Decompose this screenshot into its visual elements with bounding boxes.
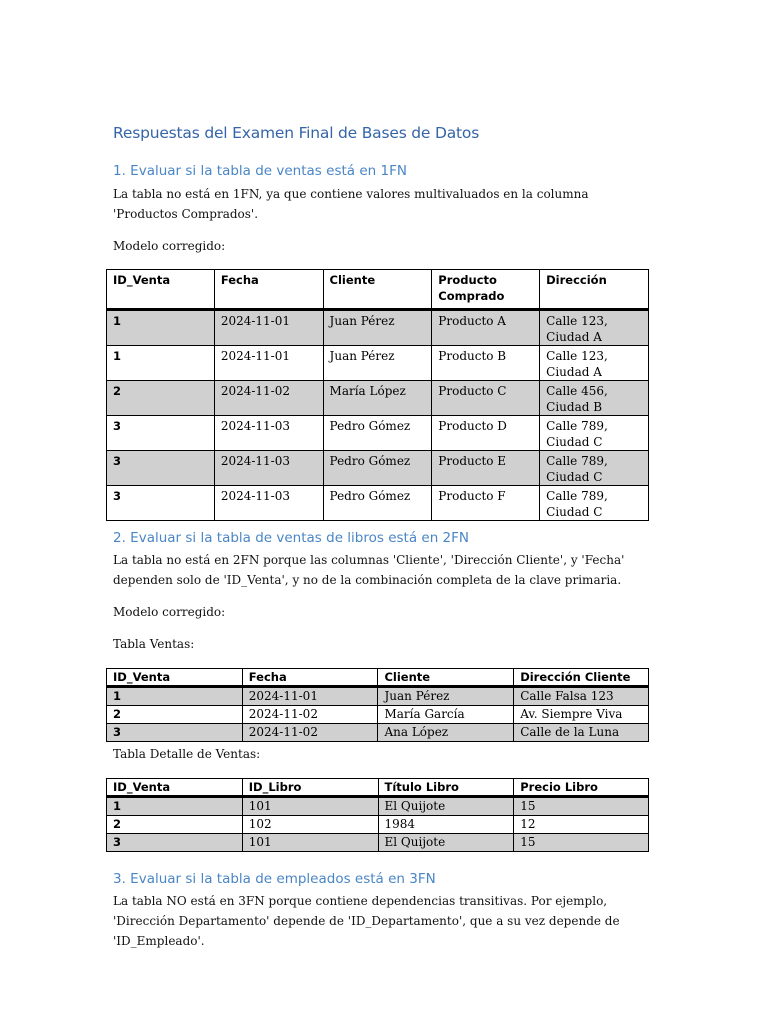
table-row	[107, 416, 649, 451]
table-cell: 2024-11-02	[242, 724, 378, 742]
table-row	[107, 706, 649, 724]
section-2-text: La tabla no está en 2FN porque las columnas 'Cliente', 'Dirección Cliente', y 'Fecha' dependen solo de 'ID_Venta', y no de la combinación completa de la clave primaria.	[113, 553, 625, 587]
table-row	[107, 486, 649, 521]
table-cell: 2	[107, 706, 243, 724]
table-cell: 1	[107, 687, 243, 706]
table-row	[107, 346, 649, 381]
table-cell: Juan Pérez	[378, 687, 514, 706]
section-3-text: La tabla NO está en 3FN porque contiene dependencias transitivas. Por ejemplo, 'Dirección Departamento' depende de 'ID_Departamento', que a su vez depende de 'ID_Empleado'.	[113, 894, 620, 948]
document-title: Respuestas del Examen Final de Bases de Datos	[113, 124, 480, 142]
table-cell: Producto F	[432, 486, 540, 521]
table-cell: El Quijote	[378, 797, 514, 816]
section-2-heading: 2. Evaluar si la tabla de ventas de libros está en 2FN	[113, 530, 470, 546]
column-header: ID_Libro	[242, 779, 378, 797]
table-cell: Producto D	[432, 416, 540, 451]
table-header-row	[107, 779, 649, 797]
table-cell: Pedro Gómez	[323, 451, 432, 486]
column-header: Fecha	[242, 669, 378, 687]
table-cell: Producto A	[432, 310, 540, 346]
table-cell: 2024-11-03	[214, 416, 323, 451]
table-cell: María López	[323, 381, 432, 416]
table-cell: 101	[242, 797, 378, 816]
column-header: Precio Libro	[514, 779, 649, 797]
table-row	[107, 834, 649, 852]
table-cell: 2024-11-03	[214, 451, 323, 486]
column-header: Fecha	[214, 270, 323, 310]
table-cell: 3	[107, 486, 215, 521]
table-header-row	[107, 270, 649, 310]
table-cell: 102	[242, 816, 378, 834]
table-cell: 3	[107, 834, 243, 852]
table-cell: 2024-11-01	[242, 687, 378, 706]
table-cell: 2	[107, 381, 215, 416]
table-cell: Calle Falsa 123	[514, 687, 649, 706]
table-cell: 3	[107, 724, 243, 742]
table-cell: Producto C	[432, 381, 540, 416]
section-1-heading: 1. Evaluar si la tabla de ventas está en 1FN	[113, 163, 407, 179]
table-cell: 2024-11-01	[214, 346, 323, 381]
table-cell: Ana López	[378, 724, 514, 742]
column-header: Cliente	[378, 669, 514, 687]
section-2-model-label: Modelo corregido:	[113, 605, 226, 619]
table-row	[107, 381, 649, 416]
table-cell: Producto B	[432, 346, 540, 381]
column-header: ID_Venta	[107, 779, 243, 797]
section-3-heading: 3. Evaluar si la tabla de empleados está en 3FN	[113, 871, 436, 887]
table-cell: Producto E	[432, 451, 540, 486]
table-cell: 2024-11-03	[214, 486, 323, 521]
table-row	[107, 687, 649, 706]
column-header: Cliente	[323, 270, 432, 310]
detalle-table-label: Tabla Detalle de Ventas:	[113, 747, 261, 761]
table-cell: 2024-11-01	[214, 310, 323, 346]
detalle-ventas-table	[106, 778, 649, 852]
column-header: Producto Comprado	[432, 270, 540, 310]
table-cell: 1	[107, 310, 215, 346]
table-cell: Calle 456, Ciudad B	[540, 381, 649, 416]
ventas-table-label: Tabla Ventas:	[113, 637, 195, 651]
table-row	[107, 724, 649, 742]
table-cell: Calle de la Luna	[514, 724, 649, 742]
table-cell: 3	[107, 416, 215, 451]
table-cell: Av. Siempre Viva	[514, 706, 649, 724]
table-cell: 101	[242, 834, 378, 852]
table-row	[107, 816, 649, 834]
table-header-row	[107, 669, 649, 687]
table-cell: Pedro Gómez	[323, 416, 432, 451]
table-cell: Calle 123, Ciudad A	[540, 346, 649, 381]
table-cell: 1984	[378, 816, 514, 834]
table-cell: 2024-11-02	[214, 381, 323, 416]
table-cell: 3	[107, 451, 215, 486]
table-row	[107, 797, 649, 816]
table-cell: 1	[107, 346, 215, 381]
ventas-table	[106, 668, 649, 742]
column-header: ID_Venta	[107, 669, 243, 687]
table-cell: 12	[514, 816, 649, 834]
table-cell: Calle 789, Ciudad C	[540, 451, 649, 486]
table-cell: El Quijote	[378, 834, 514, 852]
section-1-text: La tabla no está en 1FN, ya que contiene valores multivaluados en la columna 'Productos Comprados'.	[113, 187, 589, 221]
table-cell: Juan Pérez	[323, 346, 432, 381]
table-cell: María García	[378, 706, 514, 724]
table-cell: 1	[107, 797, 243, 816]
table-row	[107, 310, 649, 346]
column-header: Dirección	[540, 270, 649, 310]
table-cell: Juan Pérez	[323, 310, 432, 346]
column-header: ID_Venta	[107, 270, 215, 310]
sales-1fn-table	[106, 269, 649, 521]
table-cell: Calle 789, Ciudad C	[540, 486, 649, 521]
table-cell: 2	[107, 816, 243, 834]
column-header: Título Libro	[378, 779, 514, 797]
table-cell: Calle 789, Ciudad C	[540, 416, 649, 451]
column-header: Dirección Cliente	[514, 669, 649, 687]
table-cell: Pedro Gómez	[323, 486, 432, 521]
table-cell: 2024-11-02	[242, 706, 378, 724]
table-cell: 15	[514, 797, 649, 816]
section-1-model-label: Modelo corregido:	[113, 239, 226, 253]
table-cell: Calle 123, Ciudad A	[540, 310, 649, 346]
table-row	[107, 451, 649, 486]
table-cell: 15	[514, 834, 649, 852]
